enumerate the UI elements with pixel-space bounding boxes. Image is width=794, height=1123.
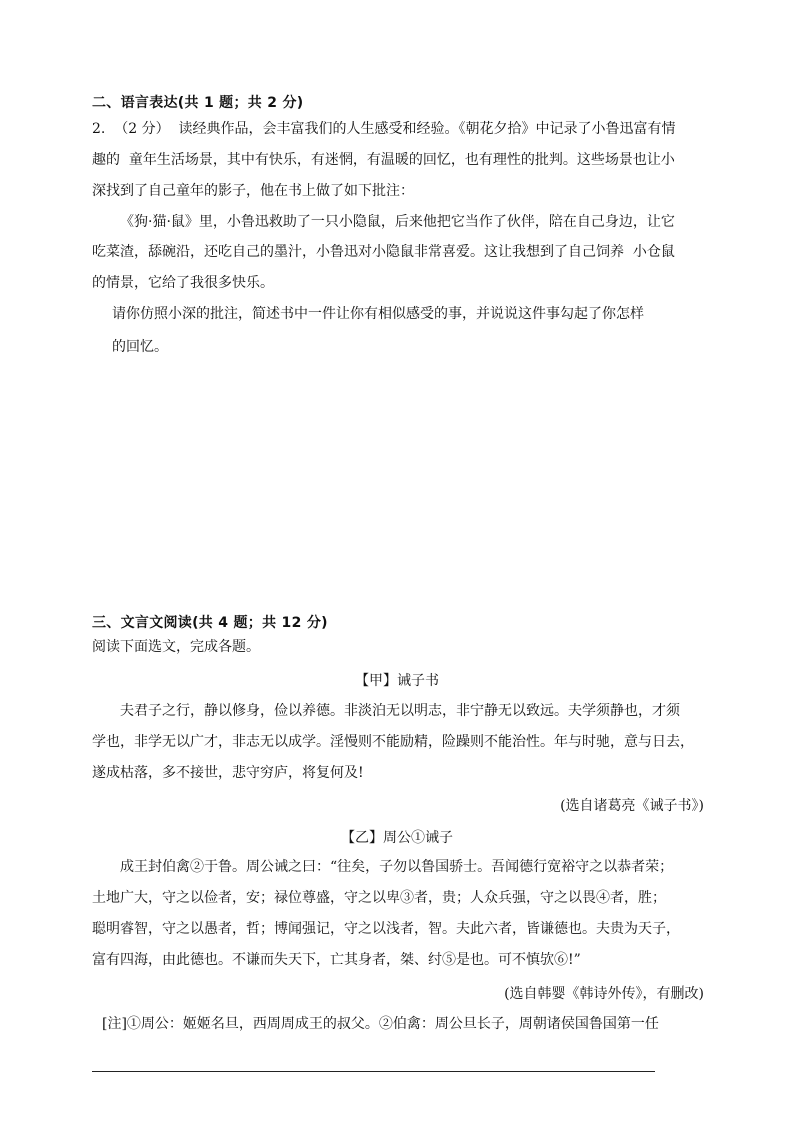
- passage-jia-line-3: 遂成枯落，多不接世，悲守穷庐，将复何及!: [92, 765, 364, 781]
- section2-line-5: 吃菜渣，舔碗沿，还吃自己的墨汁，小鲁迅对小隐鼠非常喜爱。这让我想到了自己饲养 小仓鼠: [92, 244, 675, 260]
- section2-line-3: 深找到了自己童年的影子，他在书上做了如下批注：: [92, 183, 414, 199]
- annotation-note: [注]①周公：姬姬名旦，西周周成王的叔父。②伯禽：周公旦长子，周朝诸侯国鲁国第一任: [102, 1016, 659, 1032]
- section2-line-8: 的回忆。: [112, 339, 168, 355]
- passage-yi-line-4: 富有四海，由此德也。不谦而失天下，亡其身者，桀、纣⑤是也。可不慎欤⑥!”: [92, 952, 581, 968]
- section2-line-6: 的情景，它给了我很多快乐。: [92, 275, 274, 291]
- passage-yi-line-2: 土地广大，守之以俭者，安；禄位尊盛，守之以卑③者，贵；人众兵强，守之以畏④者，胜；: [92, 890, 666, 906]
- section3-heading: 三、文言文阅读(共 4 题；共 12 分): [92, 615, 328, 631]
- passage-yi-line-3: 聪明睿智，守之以愚者，哲；博闻强记，守之以浅者，智。夫此六者，皆谦德也。夫贵为天子，: [92, 921, 680, 937]
- passage-yi-title: 【乙】周公①诫子: [341, 830, 453, 846]
- passage-jia-line-2: 学也，非学无以广才，非志无以成学。淫慢则不能励精，险躁则不能治性。年与时驰，意与日去，: [92, 734, 694, 750]
- section2-line-4: 《狗·猫·鼠》里，小鲁迅救助了一只小隐鼠，后来他把它当作了伙伴，陪在自己身边，让它: [120, 214, 675, 230]
- section2-heading: 二、语言表达(共 1 题；共 2 分): [92, 95, 304, 111]
- section2-line-2: 趣的 童年生活场景，其中有快乐，有迷惘，有温暖的回忆，也有理性的批判。这些场景也让小: [92, 152, 675, 168]
- section2-line-1: 2. （2 分） 读经典作品，会丰富我们的人生感受和经验。《朝花夕拾》中记录了小鲁迅富有情: [92, 121, 676, 137]
- passage-jia-source: (选自诸葛亮《诫子书》): [560, 798, 704, 814]
- footer-rule: [92, 1071, 655, 1072]
- passage-jia-line-1: 夫君子之行，静以修身，俭以养德。非淡泊无以明志，非宁静无以致远。夫学须静也，才须: [120, 703, 680, 719]
- section2-line-7: 请你仿照小深的批注，简述书中一件让你有相似感受的事，并说说这件事勾起了你怎样: [112, 306, 644, 322]
- passage-yi-line-1: 成王封伯禽②于鲁。周公诫之曰：“往矣，子勿以鲁国骄士。吾闻德行宽裕守之以恭者荣；: [120, 859, 674, 875]
- section3-intro: 阅读下面选文，完成各题。: [92, 639, 260, 655]
- passage-jia-title: 【甲】诫子书: [355, 673, 439, 689]
- passage-yi-source: (选自韩婴《韩诗外传》，有删改): [504, 986, 704, 1002]
